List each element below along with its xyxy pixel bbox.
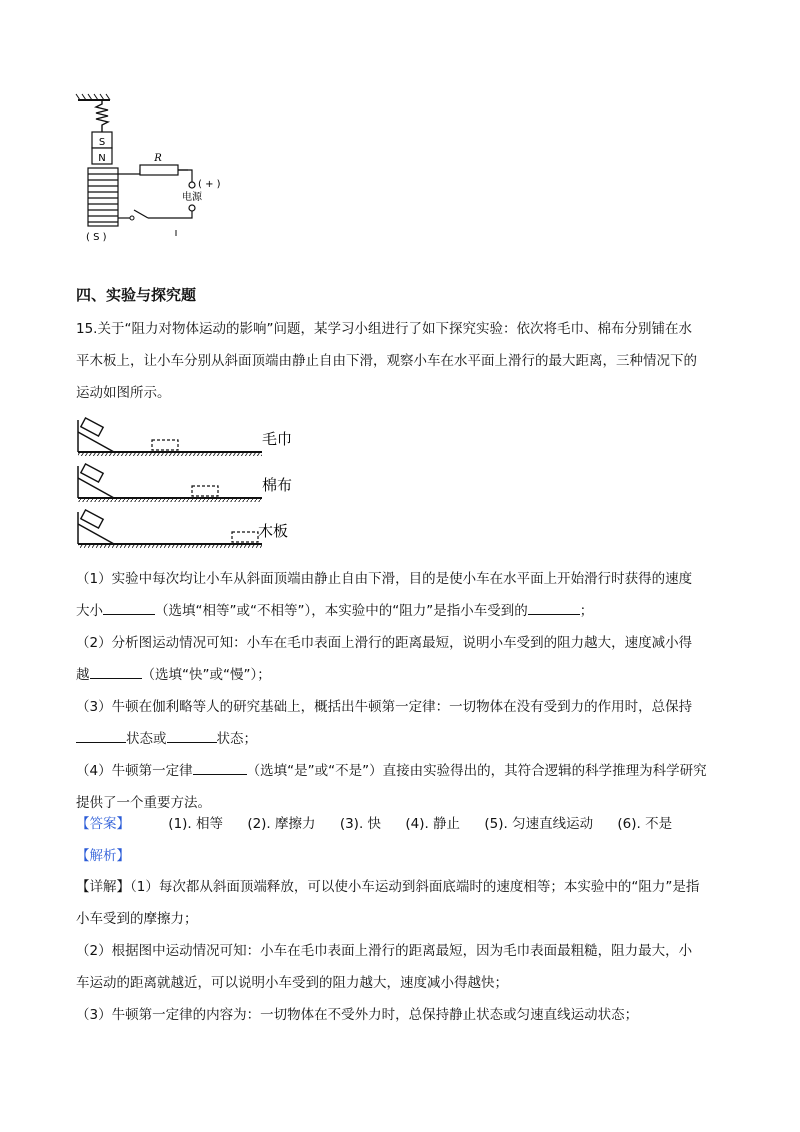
detail-line-2: 小车受到的摩擦力； (76, 911, 198, 927)
ramp-row-cotton (78, 464, 292, 502)
question-stem (76, 313, 726, 409)
answer-tag: 【答案】 (76, 816, 130, 832)
resistor-label: R (154, 153, 162, 164)
answer-item-1: (1). 相等 (168, 816, 224, 832)
electromagnet-circuit-figure (70, 90, 270, 250)
answer-blank-4[interactable] (76, 726, 126, 743)
sub2-line-2: 越 （选填“快”或“慢”）； (76, 659, 726, 691)
power-source-label: 电源 (182, 192, 202, 203)
analysis-detail (76, 871, 726, 1031)
sub3-line-1: （3）牛顿在伽利略等人的研究基础上，概括出牛顿第一定律：一切物体在没有受到力的作用时，总保持 (76, 699, 693, 715)
detail-line-4: 车运动的距离就越近，可以说明小车受到的阻力越大，速度减小得越快； (76, 975, 508, 991)
surface-label-wood: 木板 (258, 522, 289, 540)
sub1-line-1: （1）实验中每次均让小车从斜面顶端由静止自由下滑，目的是使小车在水平面上开始滑行时获得的速度 (76, 571, 693, 587)
sub-questions (76, 563, 726, 819)
terminal-plus-label: ( + ) (198, 179, 221, 190)
answer-blank-2[interactable] (528, 598, 580, 615)
stem-line-1: 关于“阻力对物体运动的影响”问题，某学习小组进行了如下探究实验：依次将毛巾、棉布分别铺在水 (97, 321, 692, 337)
answer-row (76, 812, 672, 832)
ramp-row-towel (78, 418, 292, 456)
sub4-line-2: 提供了一个重要方法。 (76, 795, 211, 811)
answer-blank-6[interactable] (193, 758, 247, 775)
detail-line-3: （2）根据图中运动情况可知：小车在毛巾表面上滑行的距离最短，因为毛巾表面最粗糙，阻力最大，小 (76, 943, 693, 959)
surface-label-cotton: 棉布 (262, 476, 293, 494)
answer-blank-5[interactable] (167, 726, 217, 743)
answer-item-5: (5). 匀速直线运动 (484, 816, 594, 832)
sub4-line-1: （4）牛顿第一定律 （选填“是”或“不是”）直接由实验得出的，其符合逻辑的科学推理为科学研究 (76, 755, 726, 787)
stem-line-3: 运动如图所示。 (76, 385, 171, 401)
magnet-n-label: N (98, 153, 106, 164)
ramp-row-wood (78, 510, 288, 548)
answer-item-6: (6). 不是 (617, 816, 673, 832)
answer-blank-1[interactable] (103, 598, 155, 615)
analysis-tag: 【解析】 (76, 848, 130, 864)
answer-item-2: (2). 摩擦力 (247, 816, 316, 832)
coil-bottom-label: ( S ) (86, 232, 107, 243)
detail-line-5: （3）牛顿第一定律的内容为：一切物体在不受外力时，总保持静止状态或匀速直线运动状态； (76, 1007, 639, 1023)
answer-item-3: (3). 快 (339, 816, 382, 832)
answer-item-4: (4). 静止 (405, 816, 461, 832)
sub1-line-2: 大小 （选填“相等”或“不相等”），本实验中的“阻力”是指小车受到的 ； (76, 595, 726, 627)
sub3-line-2: 状态或 状态； (76, 723, 726, 755)
ramp-experiment-figure (72, 410, 312, 560)
section-title: 四、实验与探究题 (76, 286, 197, 304)
answer-blank-3[interactable] (90, 662, 142, 679)
sub2-line-1: （2）分析图运动情况可知：小车在毛巾表面上滑行的距离最短，说明小车受到的阻力越大，速度减小得 (76, 635, 693, 651)
detail-tag: 【详解】 (76, 879, 130, 895)
detail-line-1: 【详解】（1）每次都从斜面顶端释放，可以使小车运动到斜面底端时的速度相等；本实验中的“阻力”是指 (76, 879, 700, 895)
question-number: 15. (76, 321, 98, 337)
magnet-s-label: S (98, 137, 106, 148)
surface-label-towel: 毛巾 (262, 430, 293, 448)
stem-line-2: 平木板上，让小车分别从斜面顶端由静止自由下滑，观察小车在水平面上滑行的最大距离，三种情况下的 (76, 353, 697, 369)
